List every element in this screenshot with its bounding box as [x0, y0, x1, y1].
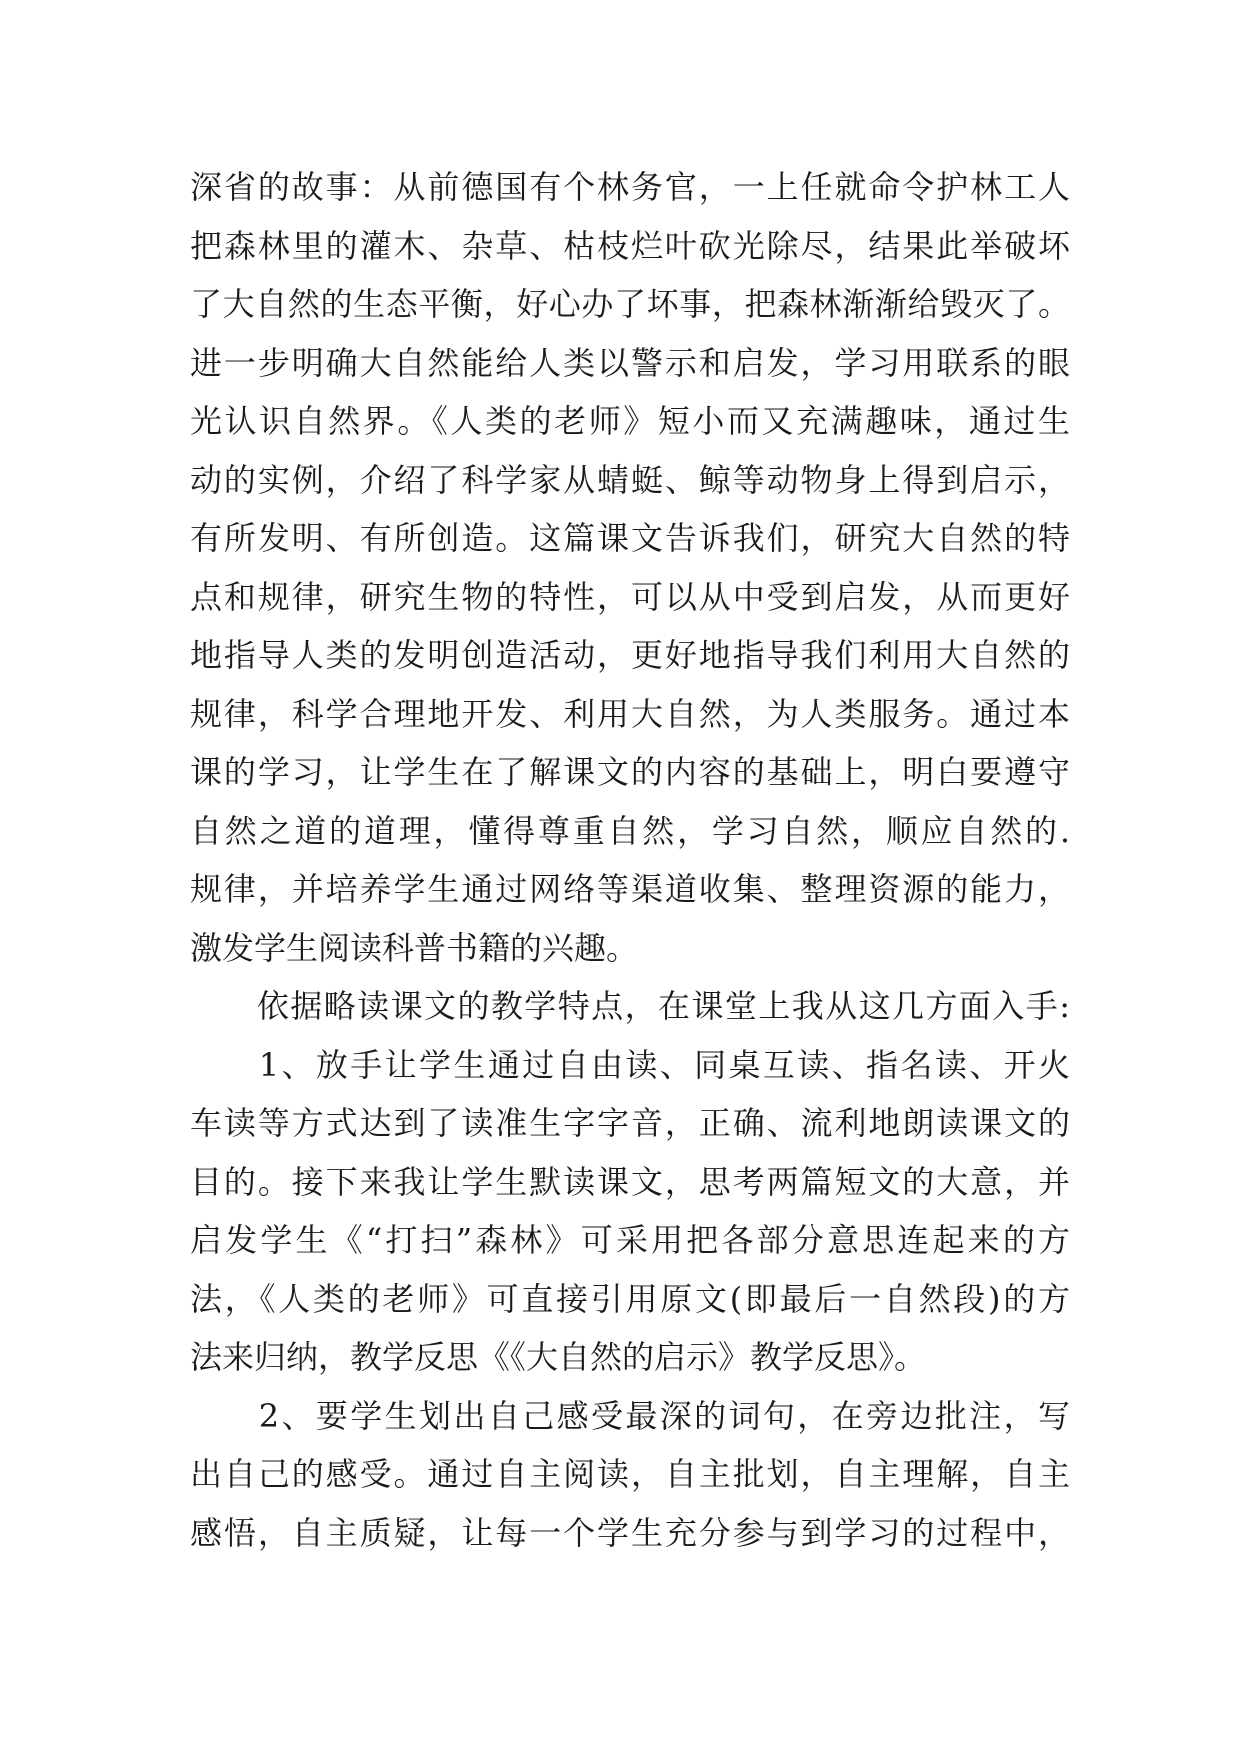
text-line: 了大自然的生态平衡，好心办了坏事，把森林渐渐给毁灭了。	[190, 285, 1070, 323]
text-line: 法，《人类的老师》可直接引用原文(即最后一自然段)的方	[190, 1279, 1070, 1318]
text-line: 感悟，自主质疑，让每一个学生充分参与到学习的过程中，	[190, 1513, 1070, 1552]
text-line: 进一步明确大自然能给人类以警示和启发，学习用联系的眼	[190, 343, 1070, 382]
text-line: 规律，并培养学生通过网络等渠道收集、整理资源的能力，	[190, 870, 1070, 908]
text-line: 有所发明、有所创造。这篇课文告诉我们，研究大自然的特	[190, 519, 1070, 557]
text-line: 点和规律，研究生物的特性，可以从中受到启发，从而更好	[190, 577, 1070, 616]
text-line: 1、放手让学生通过自由读、同桌互读、指名读、开火	[190, 1045, 1070, 1084]
text-line: 深省的故事：从前德国有个林务官，一上任就命令护林工人	[190, 168, 1070, 206]
text-line: 动的实例，介绍了科学家从蜻蜓、鲸等动物身上得到启示，	[190, 460, 1070, 499]
text-line: 光认识自然界。《人类的老师》短小而又充满趣味，通过生	[190, 402, 1070, 440]
text-line: 激发学生阅读科普书籍的兴趣。	[190, 928, 639, 967]
text-line: 法来归纳，教学反思《《大自然的启示》教学反思》。	[190, 1338, 927, 1376]
text-line: 自然之道的道理，懂得尊重自然，学习自然，顺应自然的.	[190, 811, 1070, 850]
text-line: 2、要学生划出自己感受最深的词句，在旁边批注，写	[190, 1396, 1070, 1435]
text-line: 把森林里的灌木、杂草、枯枝烂叶砍光除尽，结果此举破坏	[190, 226, 1070, 265]
text-line: 目的。接下来我让学生默读课文，思考两篇短文的大意，并	[190, 1162, 1070, 1201]
text-line: 地指导人类的发明创造活动，更好地指导我们利用大自然的	[190, 636, 1070, 674]
text-line: 规律，科学合理地开发、利用大自然，为人类服务。通过本	[190, 694, 1070, 733]
text-line: 出自己的感受。通过自主阅读，自主批划，自主理解，自主	[190, 1455, 1070, 1493]
text-line: 启发学生《“打扫”森林》可采用把各部分意思连起来的方	[190, 1221, 1070, 1259]
text-line: 依据略读课文的教学特点，在课堂上我从这几方面入手:	[190, 987, 1070, 1025]
text-line: 车读等方式达到了读准生字字音，正确、流利地朗读课文的	[190, 1104, 1070, 1142]
text-line: 课的学习，让学生在了解课文的内容的基础上，明白要遵守	[190, 753, 1070, 791]
document-body	[190, 158, 1070, 1562]
